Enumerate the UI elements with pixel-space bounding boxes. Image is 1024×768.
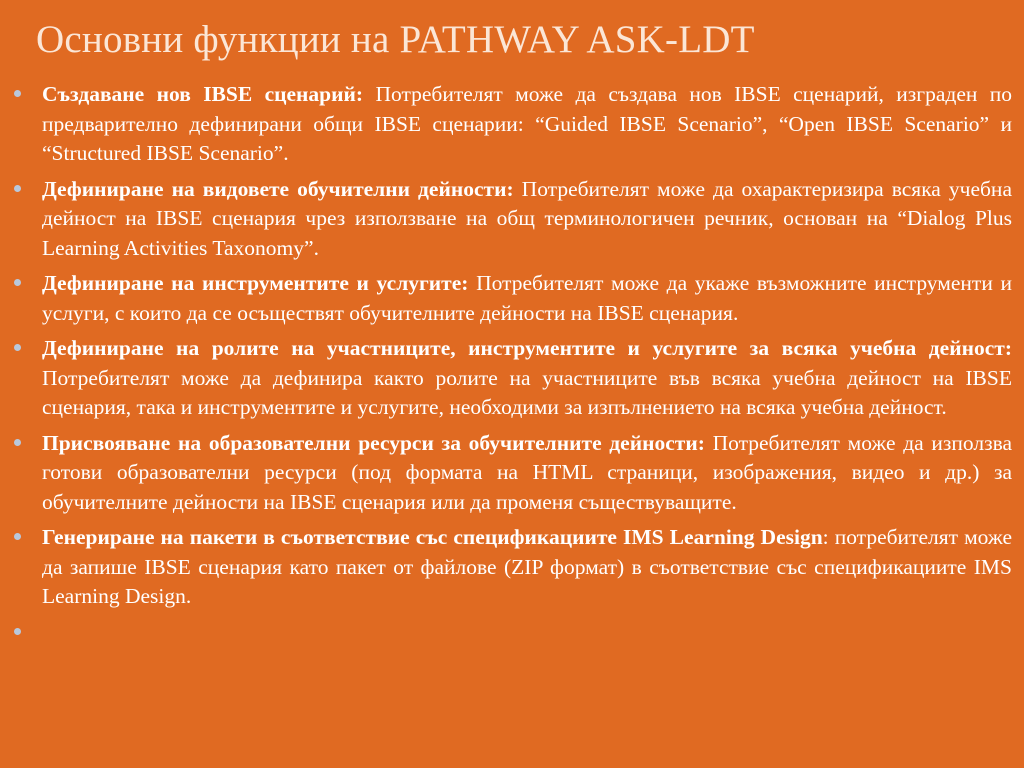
item-text: Потребителят може да укаже възможните инструменти и услуги, с които да се осъществят обучителните дейности на IBSE сценария. — [42, 271, 1012, 325]
bullet-dot-icon — [14, 533, 21, 540]
item-heading: Дефиниране на ролите на участниците, инструментите и услугите за всяка учебна дейност: — [42, 336, 1012, 360]
item-heading: Дефиниране на видовете обучителни дейности: — [42, 176, 514, 201]
bullet-dot-icon — [14, 344, 21, 351]
bullet-dot-icon — [14, 439, 21, 446]
list-item — [14, 80, 1012, 169]
bullet-dot-icon — [14, 279, 21, 286]
item-heading: Присвояване на образователни ресурси за обучителните дейности: — [42, 430, 705, 455]
list-item — [14, 175, 1012, 264]
item-text: Потребителят може да охарактеризира всяка учебна дейност на IBSE сценария чрез използване на общ терминологичен речник, основан на “Dialog Plus Learning Activities Taxonomy”. — [42, 176, 1012, 260]
item-heading: Генериране на пакети в съответствие със спецификациите IMS Learning Design — [42, 525, 823, 549]
bullet-dot-icon — [14, 628, 21, 635]
bullet-dot-icon — [14, 185, 21, 192]
bullet-dot-icon — [14, 90, 21, 97]
empty-list-item — [14, 618, 1012, 647]
list-item — [14, 269, 1012, 328]
item-heading: Дефиниране на инструментите и услугите: — [42, 271, 469, 295]
item-text: Потребителят може да използва готови образователни ресурси (под формата на HTML страници, изображения, видео и др.) за обучителните дейности на IBSE сценария или да променя съществуващите. — [42, 430, 1012, 514]
list-item — [14, 429, 1012, 518]
slide-title: Основни функции на PATHWAY ASK-LDT — [36, 18, 755, 61]
item-heading: Създаване нов IBSE сценарий: — [42, 82, 364, 106]
bullet-list — [14, 80, 1012, 653]
item-text: Потребителят може да дефинира както ролите на участниците във всяка учебна дейност на IBSE сценария, така и инструментите и услугите, необходими за изпълнението на всяка учебна дейност. — [42, 365, 1012, 419]
item-text: : потребителят може да запише IBSE сценария като пакет от файлове (ZIP формат) в съответствие със спецификациите IMS Learning Design. — [42, 525, 1012, 608]
item-text: Потребителят може да създава нов IBSE сценарий, изграден по предварително дефинирани общи IBSE сценарии: “Guided IBSE Scenario”, “Open IBSE Scenario” и “Structured IBSE Scenario”. — [42, 82, 1012, 165]
list-item — [14, 334, 1012, 423]
list-item — [14, 523, 1012, 612]
